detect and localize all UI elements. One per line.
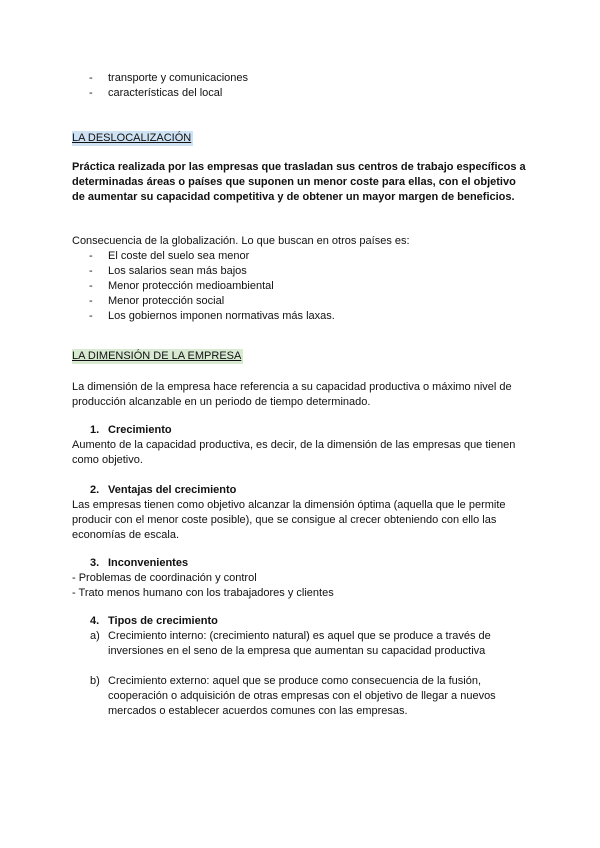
section-number: 4. bbox=[90, 615, 100, 627]
subsection-title: Inconvenientes bbox=[108, 557, 189, 569]
list-item-text: El coste del suelo sea menor bbox=[108, 250, 250, 262]
alpha-item bbox=[72, 674, 530, 719]
alpha-letter: a) bbox=[90, 630, 100, 642]
dash-marker: - bbox=[89, 250, 93, 262]
deslocalizacion-list bbox=[72, 249, 530, 324]
section-heading: LA DIMENSIÓN DE LA EMPRESA bbox=[72, 350, 242, 362]
list-item-text: Los gobiernos imponen normativas más laxas. bbox=[108, 310, 335, 322]
list-item-text: Menor protección social bbox=[108, 295, 225, 307]
subsection-title: Crecimiento bbox=[108, 424, 172, 436]
alpha-letter: b) bbox=[90, 675, 100, 687]
dash-marker: - bbox=[89, 295, 93, 307]
subsection-line: - Trato menos humano con los trabajadores y clientes bbox=[72, 587, 334, 599]
deslocalizacion-definition: Práctica realizada por las empresas que trasladan sus centros de trabajo específicos a determinadas áreas o países que suponen un menor coste para ellas, con el objetivo de aumentar su capacidad competitiva y de obtener un mayor margen de beneficios. bbox=[72, 161, 526, 203]
list-item-text: características del local bbox=[108, 87, 223, 99]
subsection-inconvenientes bbox=[72, 556, 530, 601]
dash-marker: - bbox=[89, 72, 93, 84]
dimension-intro: La dimensión de la empresa hace referencia a su capacidad productiva o máximo nivel de producción alcanzable en un periodo de tiempo determinado. bbox=[72, 381, 512, 408]
subsection-ventajas bbox=[72, 483, 530, 543]
subsection-tipos bbox=[72, 614, 530, 719]
subsection-line: - Problemas de coordinación y control bbox=[72, 572, 257, 584]
section-number: 2. bbox=[90, 484, 100, 496]
dimension-heading-wrap bbox=[72, 349, 530, 364]
subsection-text: Las empresas tienen como objetivo alcanzar la dimensión óptima (aquella que le permite producir con el menor coste posible), que se consigue al crecer obteniendo con ello las economías de escala. bbox=[72, 499, 506, 541]
subsection-crecimiento bbox=[72, 423, 530, 468]
alpha-text: Crecimiento externo: aquel que se produce como consecuencia de la fusión, cooperación o adquisición de otras empresas con el objetivo de llegar a nuevos mercados o establecer acuerdos comunes con las empresas. bbox=[108, 675, 496, 717]
alpha-item bbox=[72, 629, 530, 659]
section-heading: LA DESLOCALIZACIÓN bbox=[72, 132, 192, 144]
list-item bbox=[72, 279, 530, 294]
list-item-text: Los salarios sean más bajos bbox=[108, 265, 247, 277]
list-item bbox=[72, 249, 530, 264]
dash-marker: - bbox=[89, 310, 93, 322]
top-dash-list bbox=[72, 71, 530, 101]
list-item-text: Menor protección medioambiental bbox=[108, 280, 274, 292]
deslocalizacion-intro: Consecuencia de la globalización. Lo que buscan en otros países es: bbox=[72, 235, 410, 247]
deslocalizacion-heading-wrap bbox=[72, 131, 530, 146]
list-item bbox=[72, 71, 530, 86]
list-item bbox=[72, 294, 530, 309]
list-item-text: transporte y comunicaciones bbox=[108, 72, 249, 84]
list-item bbox=[72, 309, 530, 324]
section-number: 1. bbox=[90, 424, 100, 436]
list-item bbox=[72, 264, 530, 279]
subsection-text: Aumento de la capacidad productiva, es decir, de la dimensión de las empresas que tienen como objetivo. bbox=[72, 439, 516, 466]
alpha-text: Crecimiento interno: (crecimiento natural) es aquel que se produce a través de inversiones en el seno de la empresa que aumentan su capacidad productiva bbox=[108, 630, 491, 657]
dash-marker: - bbox=[89, 280, 93, 292]
subsection-title: Ventajas del crecimiento bbox=[108, 484, 237, 496]
list-item bbox=[72, 86, 530, 101]
dash-marker: - bbox=[89, 265, 93, 277]
dash-marker: - bbox=[89, 87, 93, 99]
subsection-title: Tipos de crecimiento bbox=[108, 615, 218, 627]
section-number: 3. bbox=[90, 557, 100, 569]
